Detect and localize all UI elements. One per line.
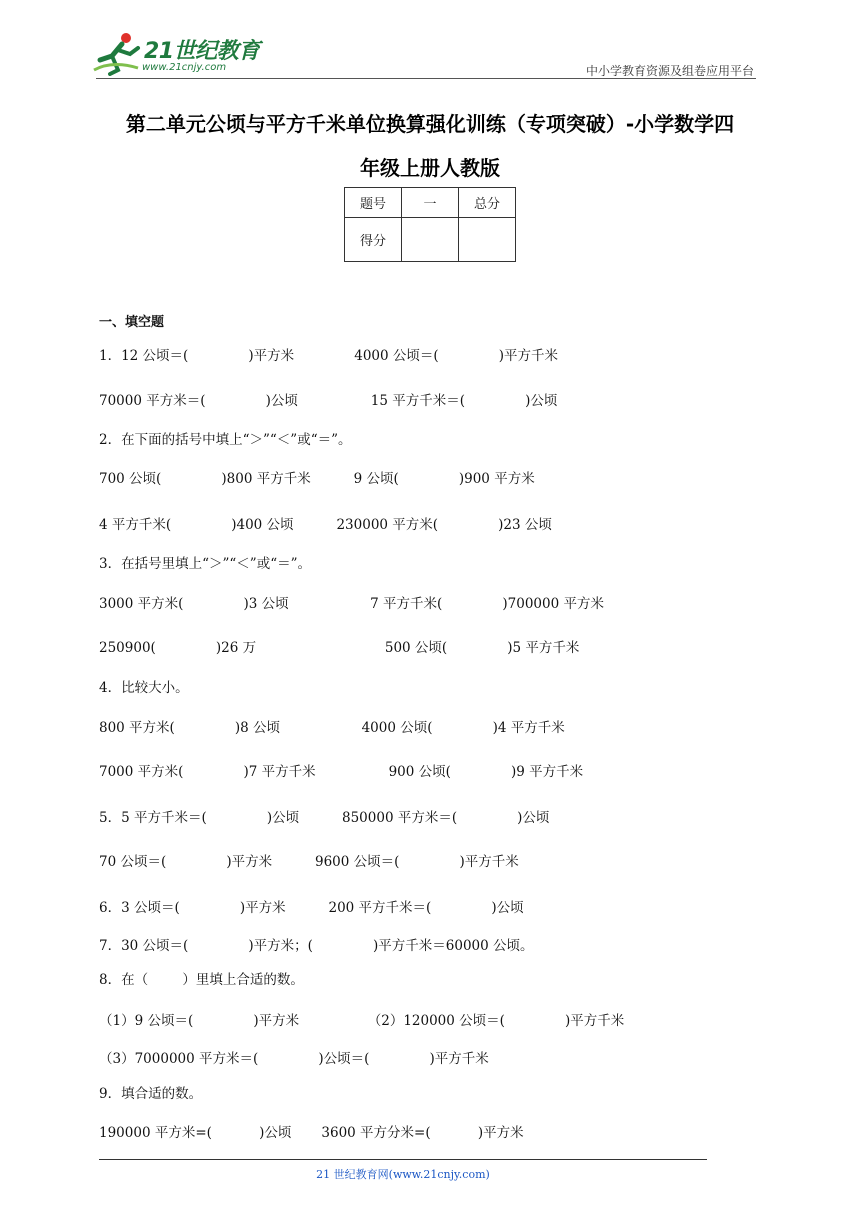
question-line: 9．填合适的数。 xyxy=(99,1086,203,1102)
running-figure-icon xyxy=(92,30,142,76)
question-line: 700 公顷( )800 平方千米 9 公顷( )900 平方米 xyxy=(99,471,535,487)
platform-label: 中小学教育资源及组卷应用平台 xyxy=(585,64,754,78)
question-line: 800 平方米( )8 公顷 4000 公顷( )4 平方千米 xyxy=(99,720,565,736)
score-cell: 总分 xyxy=(459,188,516,218)
score-table-row xyxy=(345,218,516,262)
question-line: （3）7000000 平方米＝( )公顷＝( )平方千米 xyxy=(99,1051,489,1067)
footer-link[interactable]: 21 世纪教育网(www.21cnjy.com) xyxy=(316,1168,490,1181)
question-line: 8．在（ ）里填上合适的数。 xyxy=(99,972,304,988)
logo-text: 21世纪教育 xyxy=(144,39,260,64)
question-line: 4 平方千米( )400 公顷 230000 平方米( )23 公顷 xyxy=(99,517,552,533)
question-line: 3．在括号里填上“＞”“＜”或“＝”。 xyxy=(99,556,311,572)
score-cell[interactable] xyxy=(459,218,516,262)
question-line: 70 公顷＝( )平方米 9600 公顷＝( )平方千米 xyxy=(99,854,519,870)
section-title: 一、填空题 xyxy=(99,315,165,330)
logo xyxy=(92,30,262,80)
question-line: 7000 平方米( )7 平方千米 900 公顷( )9 平方千米 xyxy=(99,764,584,780)
page-title-line2: 年级上册人教版 xyxy=(360,156,500,180)
score-table-row xyxy=(345,188,516,218)
question-line: 2．在下面的括号中填上“＞”“＜”或“＝”。 xyxy=(99,432,352,448)
score-cell: 得分 xyxy=(345,218,402,262)
question-line: 5．5 平方千米＝( )公顷 850000 平方米＝( )公顷 xyxy=(99,810,550,826)
header-divider xyxy=(96,78,756,79)
question-line: 4．比较大小。 xyxy=(99,680,189,696)
question-line: 70000 平方米＝( )公顷 15 平方千米＝( )公顷 xyxy=(99,393,558,409)
question-line: 7．30 公顷＝( )平方米；( )平方千米＝60000 公顷。 xyxy=(99,938,534,954)
question-line: （1）9 公顷＝( )平方米 （2）120000 公顷＝( )平方千米 xyxy=(99,1013,625,1029)
question-line: 6．3 公顷＝( )平方米 200 平方千米＝( )公顷 xyxy=(99,900,524,916)
page-title-line1: 第二单元公顷与平方千米单位换算强化训练（专项突破）-小学数学四 xyxy=(125,112,735,136)
logo-url: www.21cnjy.com xyxy=(142,62,227,73)
footer-divider xyxy=(99,1159,707,1160)
question-line: 190000 平方米=( )公顷 3600 平方分米=( )平方米 xyxy=(99,1125,524,1141)
score-cell[interactable] xyxy=(402,218,459,262)
score-cell: 题号 xyxy=(345,188,402,218)
score-table xyxy=(344,187,516,262)
question-line: 3000 平方米( )3 公顷 7 平方千米( )700000 平方米 xyxy=(99,596,604,612)
question-line: 1．12 公顷＝( )平方米 4000 公顷＝( )平方千米 xyxy=(99,348,559,364)
question-line: 250900( )26 万 500 公顷( )5 平方千米 xyxy=(99,640,580,656)
score-cell: 一 xyxy=(402,188,459,218)
